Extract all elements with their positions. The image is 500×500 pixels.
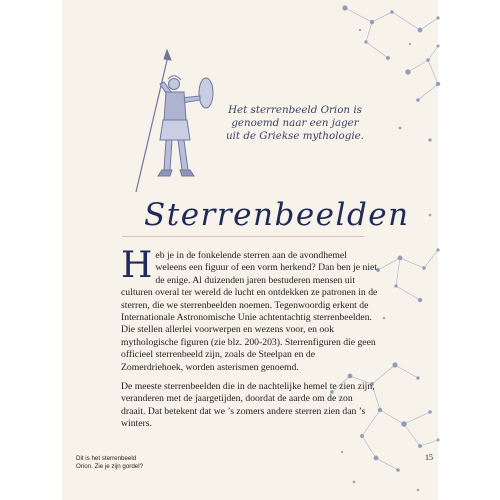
page-title: Sterrenbeelden bbox=[144, 197, 410, 233]
paragraph-1-text: eb je in de fonkelende sterren aan de avondhemel weleens een figuur of een vorm herkend? Dan ben je niet de enige. Al duizenden jaren bestuderen mensen uit culturen overal ter wereld de lucht en ontdekken ze patronen in de sterren, die we sterrenbeelden noemen. Tegenwoordig erkent de Internationale Astronomische Unie achtentachtig sterrenbeelden. Die stellen allerlei voorwerpen en wezens voor, en ook mythologische figuren (zie blz. 200-203). Sterrenfiguren die geen officieel sterrenbeeld zijn, zoals de Steelpan en de Zomerdriehoek, worden asterismen genoemd. bbox=[121, 250, 378, 373]
bottom-caption: Dit is het sterrenbeeld Orion. Zie je zijn gordel? bbox=[76, 455, 144, 470]
paragraph-2: De meeste sterrenbeelden die in de nachtelijke hemel te zien zijn, veranderen met de jaargetijden, doordat de aarde om de zon draait. Dat betekent dat we ’s zomers andere sterren zien dan ’s winters. bbox=[121, 381, 375, 430]
body-text bbox=[121, 245, 379, 438]
page-number: 15 bbox=[425, 453, 433, 462]
title-divider bbox=[122, 236, 364, 237]
paragraph-1 bbox=[121, 245, 379, 374]
drop-cap: H bbox=[121, 245, 153, 286]
figure-caption: Het sterrenbeeld Orion is genoemd naar een jager uit de Griekse mythologie. bbox=[225, 104, 364, 142]
